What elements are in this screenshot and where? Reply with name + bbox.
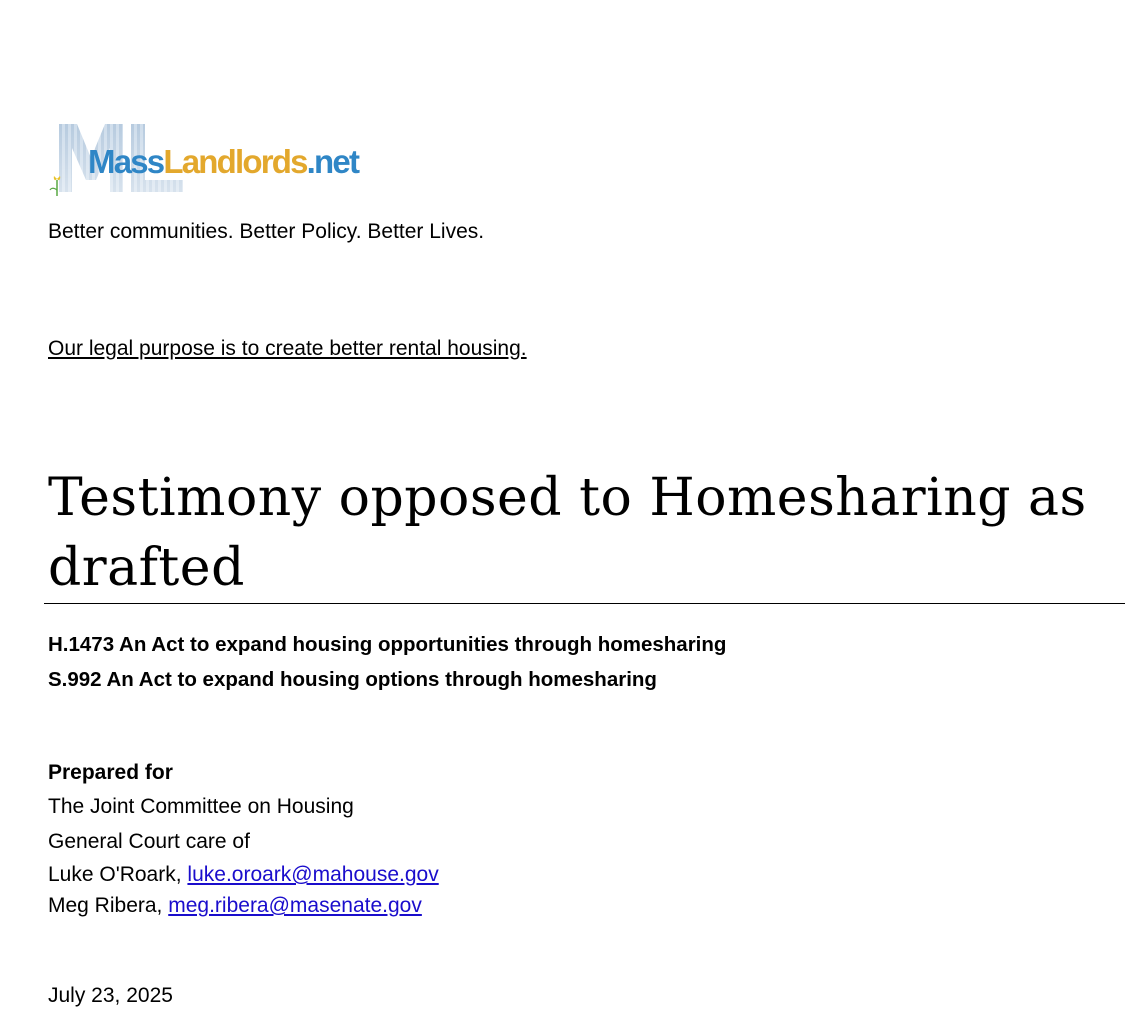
- logo-wordmark-mass: Mass: [88, 143, 164, 180]
- bill-h1473: H.1473 An Act to expand housing opportunities through homesharing: [48, 633, 727, 656]
- document-title: [48, 463, 1108, 603]
- legal-purpose-statement: Our legal purpose is to create better rental housing.: [48, 337, 527, 360]
- title-divider: [44, 603, 1125, 604]
- committee-name: The Joint Committee on Housing: [48, 795, 354, 818]
- prepared-for-section: [48, 757, 439, 921]
- tagline: Better communities. Better Policy. Better Lives.: [48, 220, 485, 243]
- email-link-meg[interactable]: meg.ribera@masenate.gov: [168, 894, 422, 917]
- contact-luke: [48, 859, 439, 890]
- care-of-line: General Court care of: [48, 830, 250, 853]
- masslandlords-logo[interactable]: [47, 120, 382, 200]
- bill-list: [48, 627, 726, 697]
- contact-name: Luke O'Roark,: [48, 863, 182, 886]
- contact-meg: [48, 890, 439, 921]
- prepared-for-heading: Prepared for: [48, 761, 173, 784]
- document-title-line-2: drafted: [48, 538, 245, 598]
- document-title-line-1: Testimony opposed to Homesharing as: [48, 468, 1087, 528]
- logo-wordmark: [88, 145, 358, 178]
- logo-wordmark-net: .net: [306, 143, 359, 180]
- document-date: July 23, 2025: [48, 984, 173, 1007]
- contact-name: Meg Ribera,: [48, 894, 163, 917]
- logo-wordmark-landlords: Landlords: [163, 143, 307, 180]
- email-link-luke[interactable]: luke.oroark@mahouse.gov: [187, 863, 439, 886]
- bill-s992: S.992 An Act to expand housing options through homesharing: [48, 668, 657, 691]
